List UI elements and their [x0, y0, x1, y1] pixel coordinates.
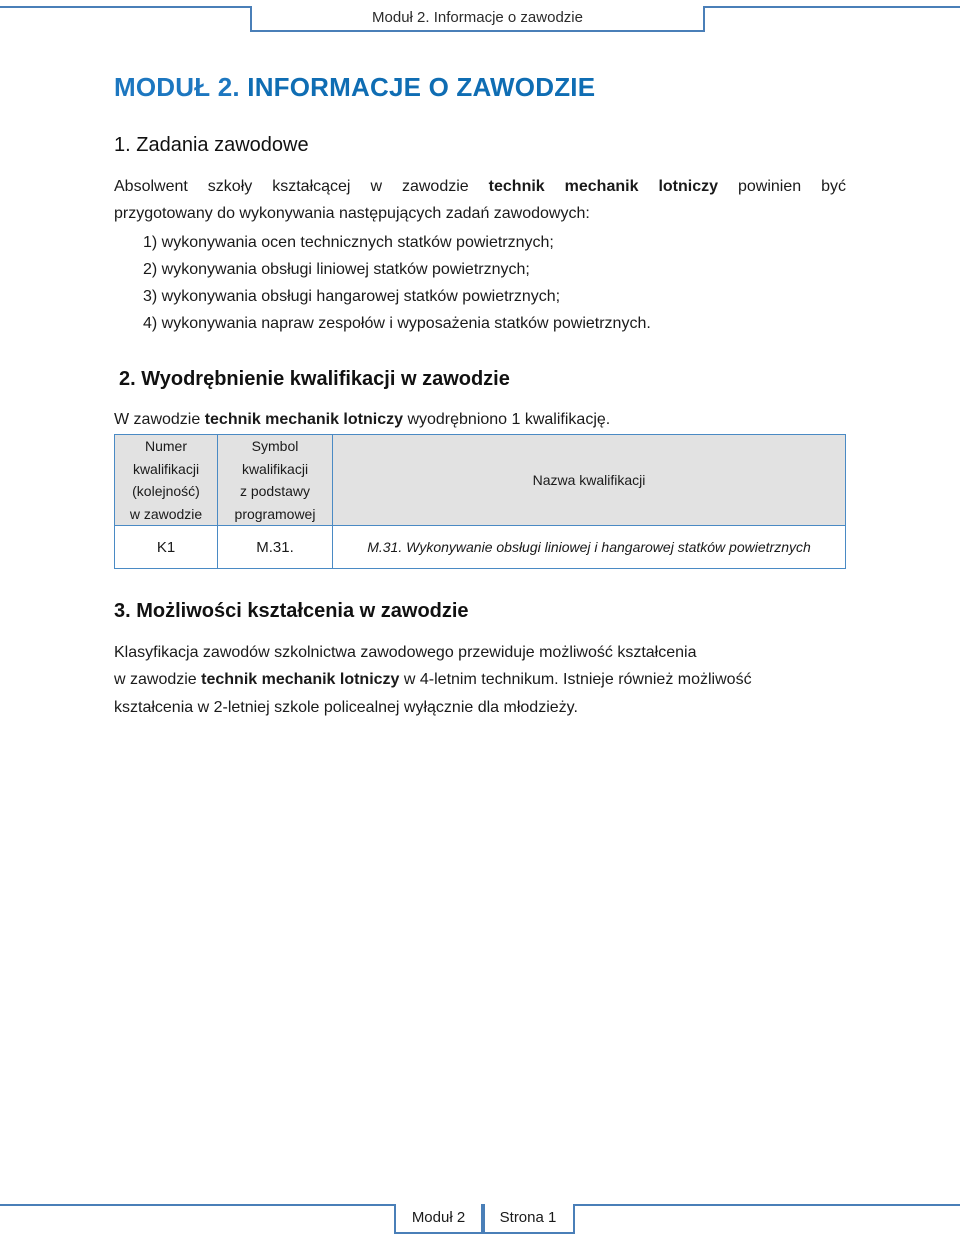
- intro-text: powinien być: [738, 178, 847, 195]
- footer-module: Moduł 2: [394, 1204, 483, 1234]
- footer-rule-left: [0, 1204, 394, 1206]
- header-rule-left: [0, 6, 250, 8]
- header-line: z podstawy: [239, 483, 311, 499]
- header-line: kwalifikacji: [241, 460, 309, 477]
- intro-text: Absolwent szkoły kształcącej w zawodzie: [114, 178, 469, 195]
- section-1-intro-line1: [114, 173, 846, 200]
- footer-separator: [483, 1204, 485, 1232]
- header-line: w zawodzie: [129, 505, 203, 522]
- page-number-text: Strona 1: [499, 1209, 557, 1226]
- section-2-intro: [114, 406, 846, 433]
- header-rule-right: [705, 6, 960, 8]
- section-1-title: 1. Zadania zawodowe: [114, 134, 309, 156]
- module-number: MODUŁ 2.: [114, 72, 240, 102]
- section-3-title: 3. Możliwości kształcenia w zawodzie: [114, 600, 469, 622]
- profession-name: technik mechanik lotniczy: [201, 671, 400, 688]
- section-3-line3: kształcenia w 2-letniej szkole policealnej wyłącznie dla młodzieży.: [114, 699, 578, 716]
- cell-name: M.31. Wykonywanie obsługi liniowej i hangarowej statków powietrznych: [333, 526, 846, 569]
- task-item: 1) wykonywania ocen technicznych statków powietrznych;: [143, 234, 554, 251]
- cell-symbol: M.31.: [218, 526, 333, 569]
- module-title-text: INFORMACJE O ZAWODZIE: [247, 72, 596, 102]
- profession-name: technik mechanik lotniczy: [204, 411, 403, 428]
- running-header: Moduł 2. Informacje o zawodzie: [250, 6, 705, 32]
- intro-text: wyodrębniono 1 kwalifikację.: [407, 411, 611, 428]
- task-item: 2) wykonywania obsługi liniowej statków powietrznych;: [143, 261, 530, 278]
- profession-name: technik mechanik lotniczy: [488, 178, 719, 195]
- section-3-line1: Klasyfikacja zawodów szkolnictwa zawodowego przewiduje możliwość kształcenia: [114, 644, 697, 661]
- task-list: [143, 229, 651, 337]
- header-line: kwalifikacji: [132, 460, 200, 477]
- header-line: Numer: [144, 438, 187, 454]
- header-qualification-number: [115, 435, 218, 526]
- header-line: Symbol: [251, 438, 299, 454]
- header-qualification-symbol: [218, 435, 333, 526]
- footer-page-number: [483, 1204, 575, 1234]
- module-title: [114, 72, 595, 103]
- task-item: 3) wykonywania obsługi hangarowej statków powietrznych;: [143, 288, 561, 305]
- intro-text: W zawodzie: [114, 411, 201, 428]
- header-line: (kolejność): [132, 483, 200, 499]
- section-3-line2: [114, 666, 846, 693]
- body-text: w zawodzie: [114, 671, 197, 688]
- section-2-title: 2. Wyodrębnienie kwalifikacji w zawodzie: [119, 368, 510, 390]
- body-text: w 4-letnim technikum. Istnieje również możliwość: [403, 671, 752, 688]
- cell-number: K1: [115, 526, 218, 569]
- table-row: [115, 526, 846, 569]
- header-line: programowej: [234, 505, 316, 522]
- qualifications-table: [114, 434, 846, 569]
- section-1-intro-line2: przygotowany do wykonywania następujących zadań zawodowych:: [114, 205, 590, 222]
- header-qualification-name: [333, 435, 846, 526]
- table-header-row: [115, 435, 846, 526]
- task-item: 4) wykonywania napraw zespołów i wyposażenia statków powietrznych.: [143, 315, 651, 332]
- header-line: Nazwa kwalifikacji: [532, 471, 646, 488]
- footer-rule-right: [575, 1204, 960, 1206]
